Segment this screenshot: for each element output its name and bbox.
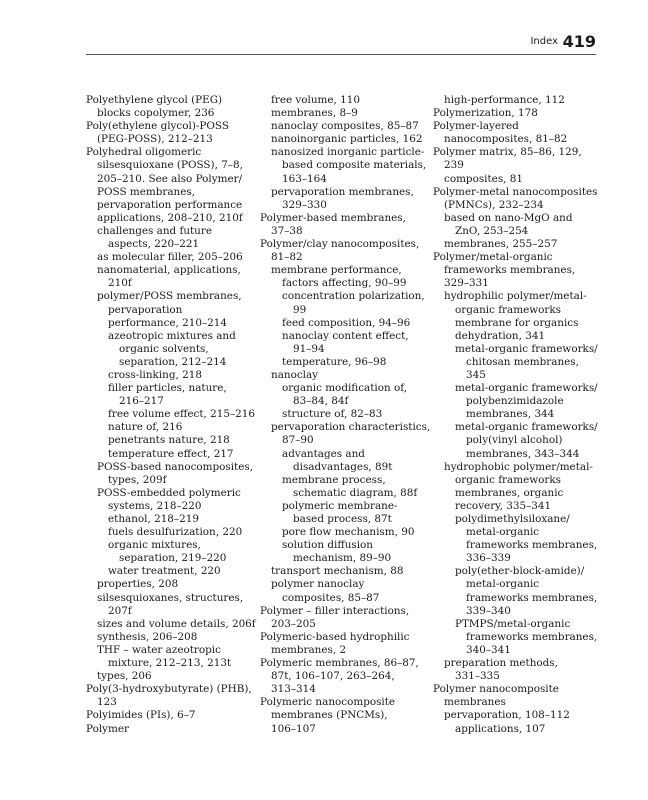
index-entry: Poly(ethylene glycol)-POSS — [86, 120, 229, 133]
index-entry: separation, 212–214 — [119, 355, 227, 368]
index-entry: 106–107 — [271, 722, 316, 735]
index-entry: membrane process, — [282, 473, 386, 486]
index-entry: disadvantages, 89t — [293, 460, 393, 473]
index-entry: hydrophilic polymer/metal- — [444, 290, 587, 303]
index-entry: Polymer-layered — [433, 120, 519, 133]
index-entry: organic modification of, — [282, 382, 408, 395]
index-entry: membranes, 2 — [271, 643, 347, 656]
index-entry: 329–331 — [444, 277, 489, 290]
index-entry: factors affecting, 90–99 — [282, 277, 407, 290]
index-entry: pervaporation, 108–112 — [444, 709, 570, 722]
index-entry: 313–314 — [271, 683, 316, 696]
index-entry: chitosan membranes, — [466, 355, 579, 368]
index-entry: metal-organic — [466, 526, 540, 539]
index-entry: performance, 210–214 — [108, 316, 228, 329]
index-entry: solution diffusion — [282, 539, 374, 552]
index-entry: metal-organic — [466, 578, 540, 591]
index-entry: based composite materials, — [282, 159, 427, 172]
index-entry: 239 — [444, 159, 464, 172]
index-entry: 91–94 — [293, 342, 325, 355]
index-entry: applications, 107 — [455, 722, 546, 735]
index-entry: challenges and future — [97, 224, 212, 237]
index-entry: POSS membranes, — [97, 185, 196, 198]
index-entry: 345 — [466, 368, 486, 381]
index-entry: azeotropic mixtures and — [108, 329, 236, 342]
index-entry: membranes, 255–257 — [444, 238, 558, 251]
index-entry: 329–330 — [282, 198, 327, 211]
index-entry: Polymer/clay nanocomposites, — [260, 238, 420, 251]
index-entry: (PEG-POSS), 212–213 — [97, 133, 213, 146]
index-entry: organic mixtures, — [108, 539, 201, 552]
index-entry: based on nano-MgO and — [444, 211, 573, 224]
index-entry: metal-organic frameworks/ — [455, 421, 598, 434]
index-entry: 37–38 — [271, 224, 303, 237]
index-entry: Polyethylene glycol (PEG) — [86, 94, 223, 106]
index-entry: POSS-based nanocomposites, — [97, 460, 254, 473]
index-entry: 123 — [97, 696, 117, 709]
index-entry: Polymeric membranes, 86–87, — [260, 657, 419, 670]
index-entry: silsesquioxanes, structures, — [97, 591, 244, 604]
index-entry: polymeric membrane- — [282, 499, 398, 512]
index-entry: types, 209f — [108, 473, 167, 486]
index-entry: structure of, 82–83 — [282, 408, 383, 421]
index-entry: pervaporation characteristics, — [271, 421, 431, 434]
index-entry: Polymeric-based hydrophilic — [260, 630, 410, 643]
index-entry: preparation methods, — [444, 657, 558, 670]
index-entry: transport mechanism, 88 — [271, 565, 404, 578]
index-entry: 336–339 — [466, 552, 511, 565]
index-entry: as molecular filler, 205–206 — [97, 251, 243, 264]
index-entry: ethanol, 218–219 — [108, 513, 199, 525]
index-column-3 — [433, 94, 601, 736]
index-entry: nanoclay content effect, — [282, 329, 409, 342]
index-entry: 87–90 — [282, 434, 314, 447]
index-entry: blocks copolymer, 236 — [97, 107, 215, 120]
index-entry: sizes and volume details, 206f — [97, 617, 256, 630]
index-entry: 81–82 — [271, 251, 303, 264]
index-entry: Polyimides (PIs), 6–7 — [86, 709, 196, 722]
index-entry: pervaporation performance — [97, 198, 243, 211]
index-entry: membranes, organic — [455, 486, 564, 499]
index-entry: membrane performance, — [271, 264, 402, 277]
index-entry: Polymer/metal-organic — [433, 251, 553, 264]
index-entry: frameworks membranes, — [444, 264, 576, 277]
index-entry: systems, 218–220 — [108, 499, 202, 512]
index-entry: Polymer — [86, 722, 129, 735]
index-entry: fuels desulfurization, 220 — [108, 526, 243, 539]
index-entry: membranes — [444, 696, 506, 709]
section-title: Index — [530, 36, 558, 47]
index-entry: metal-organic frameworks/ — [455, 342, 598, 355]
index-entry: Polymerization, 178 — [433, 107, 538, 120]
index-entry: Polymer – filler interactions, — [260, 604, 410, 617]
index-entry: ZnO, 253–254 — [455, 224, 529, 237]
index-entry: mechanism, 89–90 — [293, 552, 392, 565]
index-entry: 339–340 — [466, 604, 511, 617]
index-entry: frameworks membranes, — [466, 591, 598, 604]
index-entry: high-performance, 112 — [444, 94, 565, 106]
index-entry: filler particles, nature, — [108, 382, 227, 395]
index-entry: feed composition, 94–96 — [282, 316, 411, 329]
index-entry: Polymer matrix, 85–86, 129, — [433, 146, 582, 159]
index-entry: types, 206 — [97, 670, 152, 683]
running-header — [86, 34, 596, 55]
index-entry: frameworks membranes, — [466, 539, 598, 552]
index-entry: 83–84, 84f — [293, 395, 349, 408]
index-entry: synthesis, 206–208 — [97, 630, 198, 643]
index-entry: nanoclay — [271, 368, 319, 381]
index-entry: PTMPS/metal-organic — [455, 617, 571, 630]
index-entry: frameworks membranes, — [466, 630, 598, 643]
index-entry: separation, 219–220 — [119, 552, 227, 565]
index-entry: Polymer-based membranes, — [260, 211, 406, 224]
index-entry: penetrants nature, 218 — [108, 434, 230, 447]
index-entry: hydrophobic polymer/metal- — [444, 460, 593, 473]
index-entry: membranes (PNCMs), — [271, 709, 388, 722]
index-entry: 340–341 — [466, 643, 511, 656]
index-entry: polydimethylsiloxane/ — [455, 513, 570, 525]
index-column-2 — [260, 94, 431, 736]
index-entry: 331–335 — [455, 670, 500, 683]
index-entry: 203–205 — [271, 617, 316, 630]
index-entry: Poly(3-hydroxybutyrate) (PHB), — [86, 683, 252, 696]
index-entry: poly(vinyl alcohol) — [466, 434, 563, 447]
index-entry: recovery, 335–341 — [455, 499, 552, 512]
index-entry: temperature, 96–98 — [282, 355, 387, 368]
index-entry: mixture, 212–213, 213t — [108, 657, 232, 670]
index-entry: organic frameworks — [455, 303, 561, 316]
index-entry: dehydration, 341 — [455, 329, 546, 342]
index-entry: membranes, 343–344 — [466, 447, 580, 460]
index-entry: 87t, 106–107, 263–264, — [271, 670, 395, 683]
index-entry: pore flow mechanism, 90 — [282, 526, 415, 539]
index-entry: pervaporation — [108, 303, 183, 316]
index-entry: silsesquioxane (POSS), 7–8, — [97, 159, 243, 172]
index-entry: aspects, 220–221 — [108, 238, 200, 251]
index-entry: 205–210. See also Polymer/ — [97, 172, 243, 185]
index-entry: Polymer-metal nanocomposites — [433, 185, 598, 198]
index-entry: properties, 208 — [97, 578, 179, 591]
index-entry: 99 — [293, 303, 307, 316]
index-entry: composites, 85–87 — [282, 591, 380, 604]
index-entry: temperature effect, 217 — [108, 447, 234, 460]
index-entry: polymer/POSS membranes, — [97, 290, 242, 303]
index-entry: membrane for organics — [455, 316, 579, 329]
index-entry: polybenzimidazole — [466, 395, 564, 408]
index-entry: 210f — [108, 277, 132, 290]
index-entry: POSS-embedded polymeric — [97, 486, 241, 499]
index-entry: advantages and — [282, 447, 365, 460]
index-entry: metal-organic frameworks/ — [455, 382, 598, 395]
index-entry: nanosized inorganic particle- — [271, 146, 425, 159]
index-entry: cross-linking, 218 — [108, 368, 202, 381]
index-entry: organic frameworks — [455, 473, 561, 486]
index-entry: nature of, 216 — [108, 421, 183, 434]
index-entry: (PMNCs), 232–234 — [444, 198, 544, 211]
index-entry: polymer nanoclay — [271, 578, 365, 591]
index-entry: Polyhedral oligomeric — [86, 146, 202, 159]
index-entry: membranes, 8–9 — [271, 107, 358, 120]
index-entry: water treatment, 220 — [108, 565, 221, 578]
index-entry: nanomaterial, applications, — [97, 264, 241, 277]
index-entry: Polymeric nanocomposite — [260, 696, 396, 709]
index-entry: 207f — [108, 604, 132, 617]
index-entry: nanoclay composites, 85–87 — [271, 120, 419, 133]
page-number: 419 — [562, 32, 596, 51]
index-entry: pervaporation membranes, — [271, 185, 414, 198]
index-entry: membranes, 344 — [466, 408, 555, 421]
index-entry: schematic diagram, 88f — [293, 486, 418, 499]
index-column-1 — [86, 94, 254, 736]
index-entry: poly(ether-block-amide)/ — [455, 565, 585, 578]
index-entry: free volume effect, 215–216 — [108, 408, 256, 421]
index-entry: 216–217 — [119, 395, 164, 408]
index-entry: composites, 81 — [444, 172, 523, 185]
index-entry: applications, 208–210, 210f — [97, 211, 243, 224]
index-entry: free volume, 110 — [271, 94, 360, 106]
index-entry: nanocomposites, 81–82 — [444, 133, 568, 146]
index-entry: organic solvents, — [119, 342, 209, 355]
index-entry: Polymer nanocomposite — [433, 683, 559, 696]
index-entry: nanoinorganic particles, 162 — [271, 133, 423, 146]
index-entry: concentration polarization, — [282, 290, 425, 303]
index-entry: based process, 87t — [293, 513, 392, 525]
index-entry: THF – water azeotropic — [97, 643, 221, 656]
index-entry: 163–164 — [282, 172, 327, 185]
